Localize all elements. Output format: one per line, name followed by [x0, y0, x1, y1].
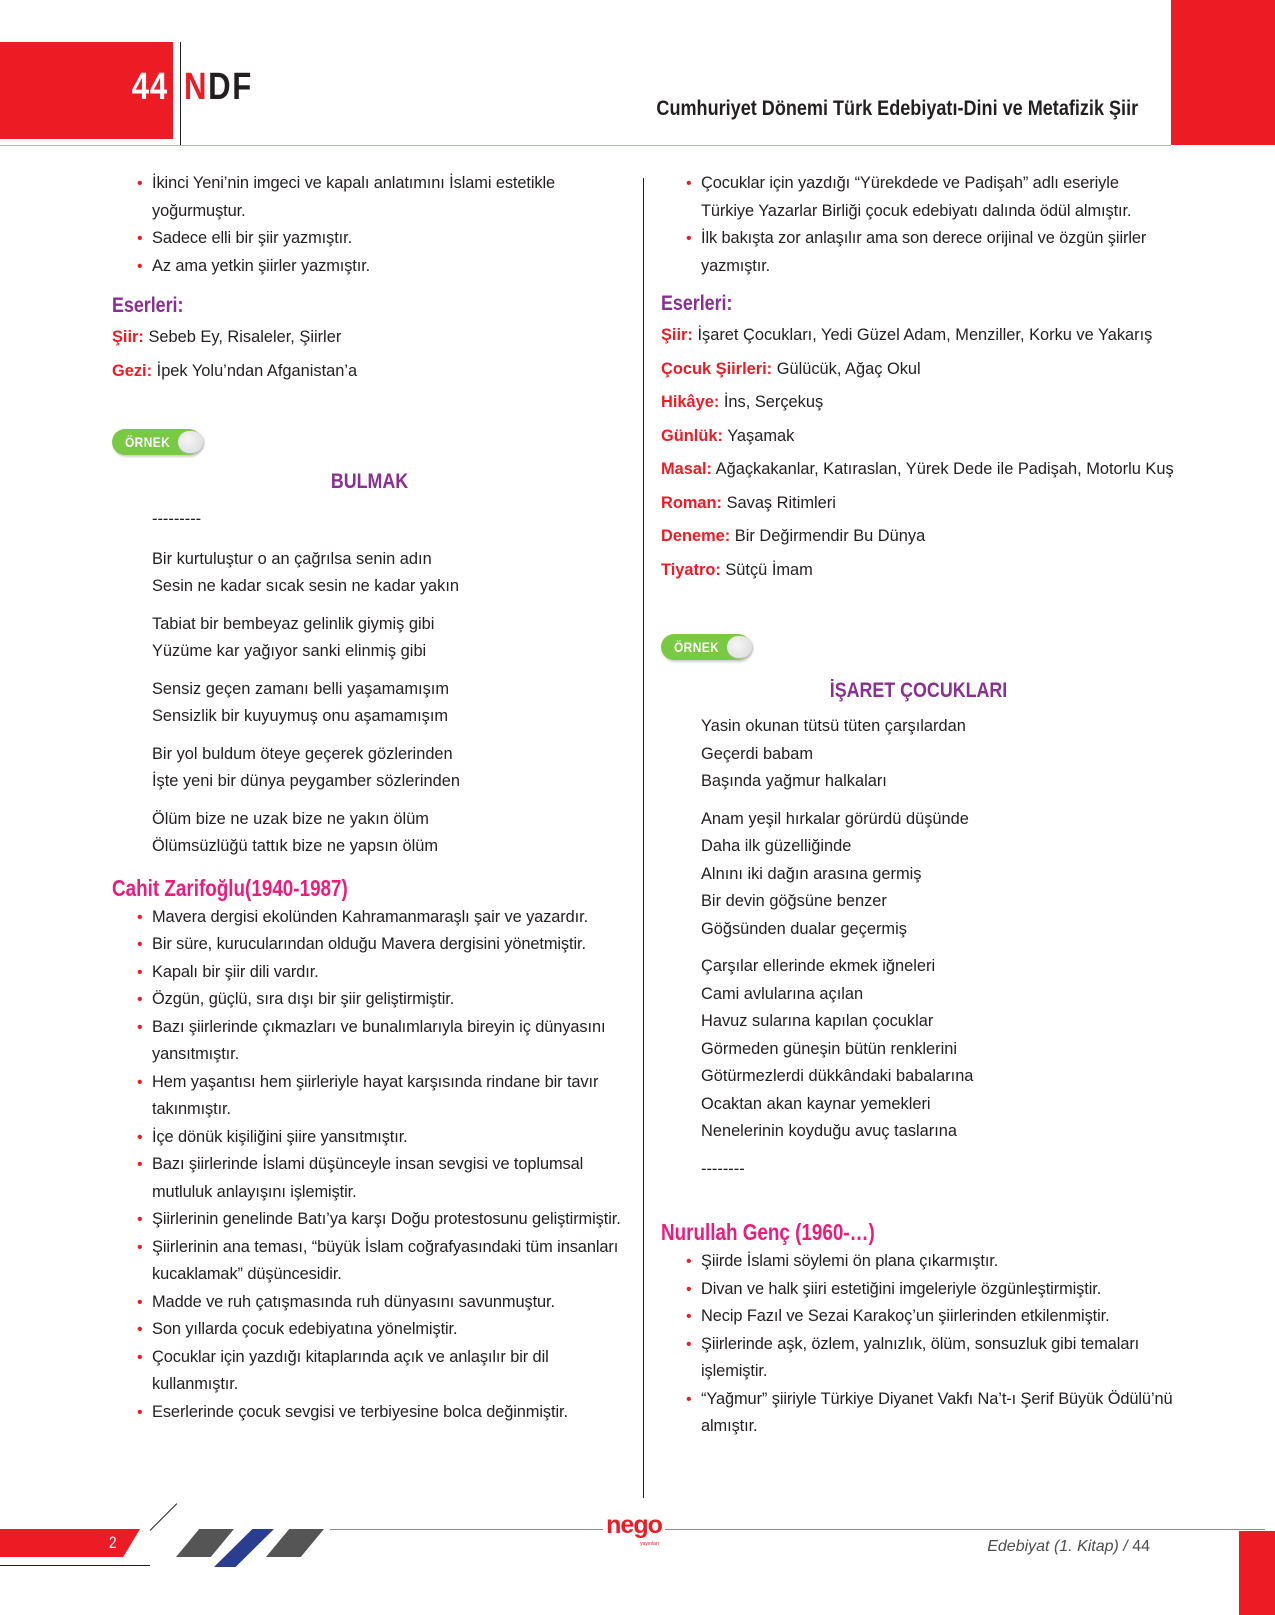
bullet-icon: •	[686, 230, 692, 247]
bullet-icon: •	[137, 257, 143, 275]
bullet-item: • Şiirlerinin genelinde Batı’ya karşı Doğu protestosunu geliştirmiştir.	[112, 1206, 627, 1234]
works-row: Tiyatro: Sütçü İmam	[661, 560, 813, 579]
toggle-knob-icon	[727, 636, 752, 658]
bullet-icon: •	[137, 1293, 143, 1311]
poem-stanza: Bir yol buldum öteye geçerek gözlerinden İşte yeni bir dünya peygamber sözlerinden	[152, 744, 460, 790]
example-badge: ÖRNEK	[661, 634, 755, 660]
bullet-icon: •	[137, 963, 143, 981]
bullet-icon: •	[137, 1073, 143, 1091]
bullet-item: • Bazı şiirlerinde İslami düşünceyle insan sevgisi ve toplumsal mutluluk anlayışını işlemiştir.	[112, 1151, 627, 1206]
footer-red-tab	[0, 1529, 140, 1557]
poem-body	[112, 506, 627, 861]
header-page-number: 44	[131, 66, 168, 108]
bullet-item: • Az ama yetkin şiirler yazmıştır.	[112, 253, 627, 281]
poem-stanza: Bir kurtuluştur o an çağrılsa senin adın Sesin ne kadar sıcak sesin ne kadar yakın	[152, 549, 460, 595]
bullet-icon: •	[686, 1280, 692, 1298]
poem-stanza: Sensiz geçen zamanı belli yaşamamışım Sensizlik bir kuyuymuş onu aşamamışım	[152, 679, 449, 725]
works-row: Hikâye: İns, Serçekuş	[661, 393, 824, 411]
poem-title: BULMAK	[330, 470, 409, 493]
column-divider	[643, 178, 644, 1498]
series-logo	[184, 66, 253, 109]
author-bullets	[661, 1248, 1176, 1441]
poem-stanza: Tabiat bir bembeyaz gelinlik giymiş gibi Yüzüme kar yağıyor sanki elinmiş gibi	[152, 614, 435, 660]
poem-dashes: ---------	[152, 510, 202, 528]
works-row: Günlük: Yaşamak	[661, 426, 795, 445]
bullet-icon: •	[137, 908, 143, 926]
bullet-item: • Eserlerinde çocuk sevgisi ve terbiyesine bolca değinmiştir.	[112, 1399, 627, 1427]
bullet-icon: •	[137, 1211, 143, 1228]
poem-stanza: Çarşılar ellerinde ekmek iğneleri Cami avlularına açılan Havuz sularına kapılan çocuklar Görmeden güneşin bütün renklerini Götürmezlerdi dükkândaki babalarına Ocaktan akan kaynar yemekleri Nenelerinin koyduğu avuç taslarına	[701, 957, 974, 1140]
page-title: Cumhuriyet Dönemi Türk Edebiyatı-Dini ve Metafizik Şiir	[656, 97, 1138, 120]
bullet-icon: •	[137, 175, 143, 192]
header-right-tab	[1171, 0, 1275, 145]
bullet-item: • Bazı şiirlerinde çıkmazları ve bunalımlarıyla bireyin iç dünyasını yansıtmıştır.	[112, 1014, 627, 1069]
works-row: Çocuk Şiirleri: Gülücük, Ağaç Okul	[661, 359, 921, 378]
poem-dashes: --------	[701, 1159, 745, 1178]
footer-page-number: 2	[108, 1533, 117, 1552]
works-row: Deneme: Bir Değirmendir Bu Dünya	[661, 527, 926, 545]
bullet-item: • “Yağmur” şiiriyle Türkiye Diyanet Vakfı Na’t-ı Şerif Büyük Ödülü’nü almıştır.	[661, 1386, 1176, 1441]
works-row: Masal: Ağaçkakanlar, Katıraslan, Yürek Dede ile Padişah, Motorlu Kuş	[661, 460, 1174, 478]
header-rule	[0, 145, 1171, 146]
bullet-item: • Özgün, güçlü, sıra dışı bir şiir geliştirmiştir.	[112, 986, 627, 1014]
footer-underline	[0, 1565, 150, 1566]
bullet-item: • Mavera dergisi ekolünden Kahramanmaraşlı şair ve yazardır.	[112, 904, 627, 932]
bullet-icon: •	[686, 1390, 692, 1408]
right-column	[661, 170, 1176, 1441]
bullet-item: • Şiirde İslami söylemi ön plana çıkarmıştır.	[661, 1248, 1176, 1276]
works-row: Şiir: Sebeb Ey, Risaleler, Şiirler	[112, 328, 342, 346]
bullet-item: • Şiirlerinin ana teması, “büyük İslam coğrafyasındaki tüm insanları kucaklamak” düşüncesidir.	[112, 1234, 627, 1289]
bullet-icon: •	[137, 1128, 143, 1146]
series-rest: DF	[208, 66, 253, 108]
works-row: Roman: Savaş Ritimleri	[661, 493, 836, 512]
series-first-letter: N	[184, 66, 209, 108]
book-reference: Edebiyat (1. Kitap) / 44	[987, 1538, 1150, 1555]
bullet-item: • Necip Fazıl ve Sezai Karakoç’un şiirlerinden etkilenmiştir.	[661, 1303, 1176, 1331]
bullet-icon: •	[137, 1321, 143, 1338]
bullet-item: • Çocuklar için yazdığı “Yürekdede ve Padişah” adlı eseriyle Türkiye Yazarlar Birliği çocuk edebiyatı dalında ödül almıştır.	[661, 170, 1176, 225]
works-row: Gezi: İpek Yolu’ndan Afganistan’a	[112, 361, 358, 380]
bullet-icon: •	[137, 991, 143, 1008]
footer-rule	[330, 1529, 1265, 1530]
bullet-item: • Kapalı bir şiir dili vardır.	[112, 959, 627, 987]
works-heading: Eserleri:	[112, 294, 184, 317]
bullet-item: • Hem yaşantısı hem şiirleriyle hayat karşısında rindane bir tavır takınmıştır.	[112, 1069, 627, 1124]
example-badge: ÖRNEK	[112, 429, 206, 455]
bullet-icon: •	[137, 1348, 143, 1366]
left-column	[112, 170, 627, 1426]
works-heading: Eserleri:	[661, 292, 733, 315]
bullet-icon: •	[137, 1403, 143, 1421]
bullet-item: • Madde ve ruh çatışmasında ruh dünyasını savunmuştur.	[112, 1289, 627, 1317]
bullet-icon: •	[686, 175, 692, 192]
intro-bullets-left	[112, 170, 627, 280]
footer-slash	[150, 1503, 178, 1531]
bullet-icon: •	[137, 1238, 143, 1256]
bullet-icon: •	[686, 1253, 692, 1270]
author-bullets	[112, 904, 627, 1427]
footer-stripe-grey	[176, 1529, 234, 1557]
bullet-item: • Şiirlerinde aşk, özlem, yalnızlık, ölüm, sonsuzluk gibi temaları işlemiştir.	[661, 1331, 1176, 1386]
poem-stanza: Ölüm bize ne uzak bize ne yakın ölüm Ölümsüzlüğü tattık bize ne yapsın ölüm	[152, 809, 439, 855]
author-heading: Cahit Zarifoğlu(1940-1987)	[112, 874, 348, 901]
bullet-icon: •	[137, 936, 143, 953]
author-heading: Nurullah Genç (1960-…)	[661, 1219, 875, 1245]
poem-title: İŞARET ÇOCUKLARI	[829, 679, 1008, 702]
poem-body	[661, 713, 1176, 1183]
toggle-knob-icon	[178, 431, 203, 453]
bullet-icon: •	[137, 1018, 143, 1036]
bullet-item: • Bir süre, kurucularından olduğu Mavera dergisini yönetmiştir.	[112, 931, 627, 959]
bullet-icon: •	[137, 230, 143, 247]
bullet-item: • İlk bakışta zor anlaşılır ama son derece orijinal ve özgün şiirler yazmıştır.	[661, 225, 1176, 280]
bullet-icon: •	[686, 1308, 692, 1325]
works-row: Şiir: İşaret Çocukları, Yedi Güzel Adam, Menziller, Korku ve Yakarış	[661, 326, 1153, 344]
bullet-icon: •	[137, 1156, 143, 1173]
bullet-item: • İçe dönük kişiliğini şiire yansıtmıştır.	[112, 1124, 627, 1152]
footer-right-tab	[1239, 1531, 1275, 1615]
bullet-item: • Çocuklar için yazdığı kitaplarında açık ve anlaşılır bir dil kullanmıştır.	[112, 1344, 627, 1399]
header-divider	[180, 42, 181, 146]
footer-stripe-grey	[266, 1529, 324, 1557]
bullet-item: • İkinci Yeni’nin imgeci ve kapalı anlatımını İslami estetikle yoğurmuştur.	[112, 170, 627, 225]
bullet-item: • Divan ve halk şiiri estetiğini imgeleriyle özgünleştirmiştir.	[661, 1276, 1176, 1304]
intro-bullets-right	[661, 170, 1176, 280]
poem-stanza: Yasin okunan tütsü tüten çarşılardan Geçerdi babam Başında yağmur halkaları	[701, 717, 966, 790]
bullet-icon: •	[686, 1335, 692, 1353]
bullet-item: • Sadece elli bir şiir yazmıştır.	[112, 225, 627, 253]
poem-stanza: Anam yeşil hırkalar görürdü düşünde Daha ilk güzelliğinde Alnını iki dağın arasına germiş Bir devin göğsüne benzer Göğsünden dualar geçermiş	[701, 809, 969, 938]
bullet-item: • Son yıllarda çocuk edebiyatına yönelmiştir.	[112, 1316, 627, 1344]
publisher-logo: nego yayınları	[603, 1511, 665, 1547]
